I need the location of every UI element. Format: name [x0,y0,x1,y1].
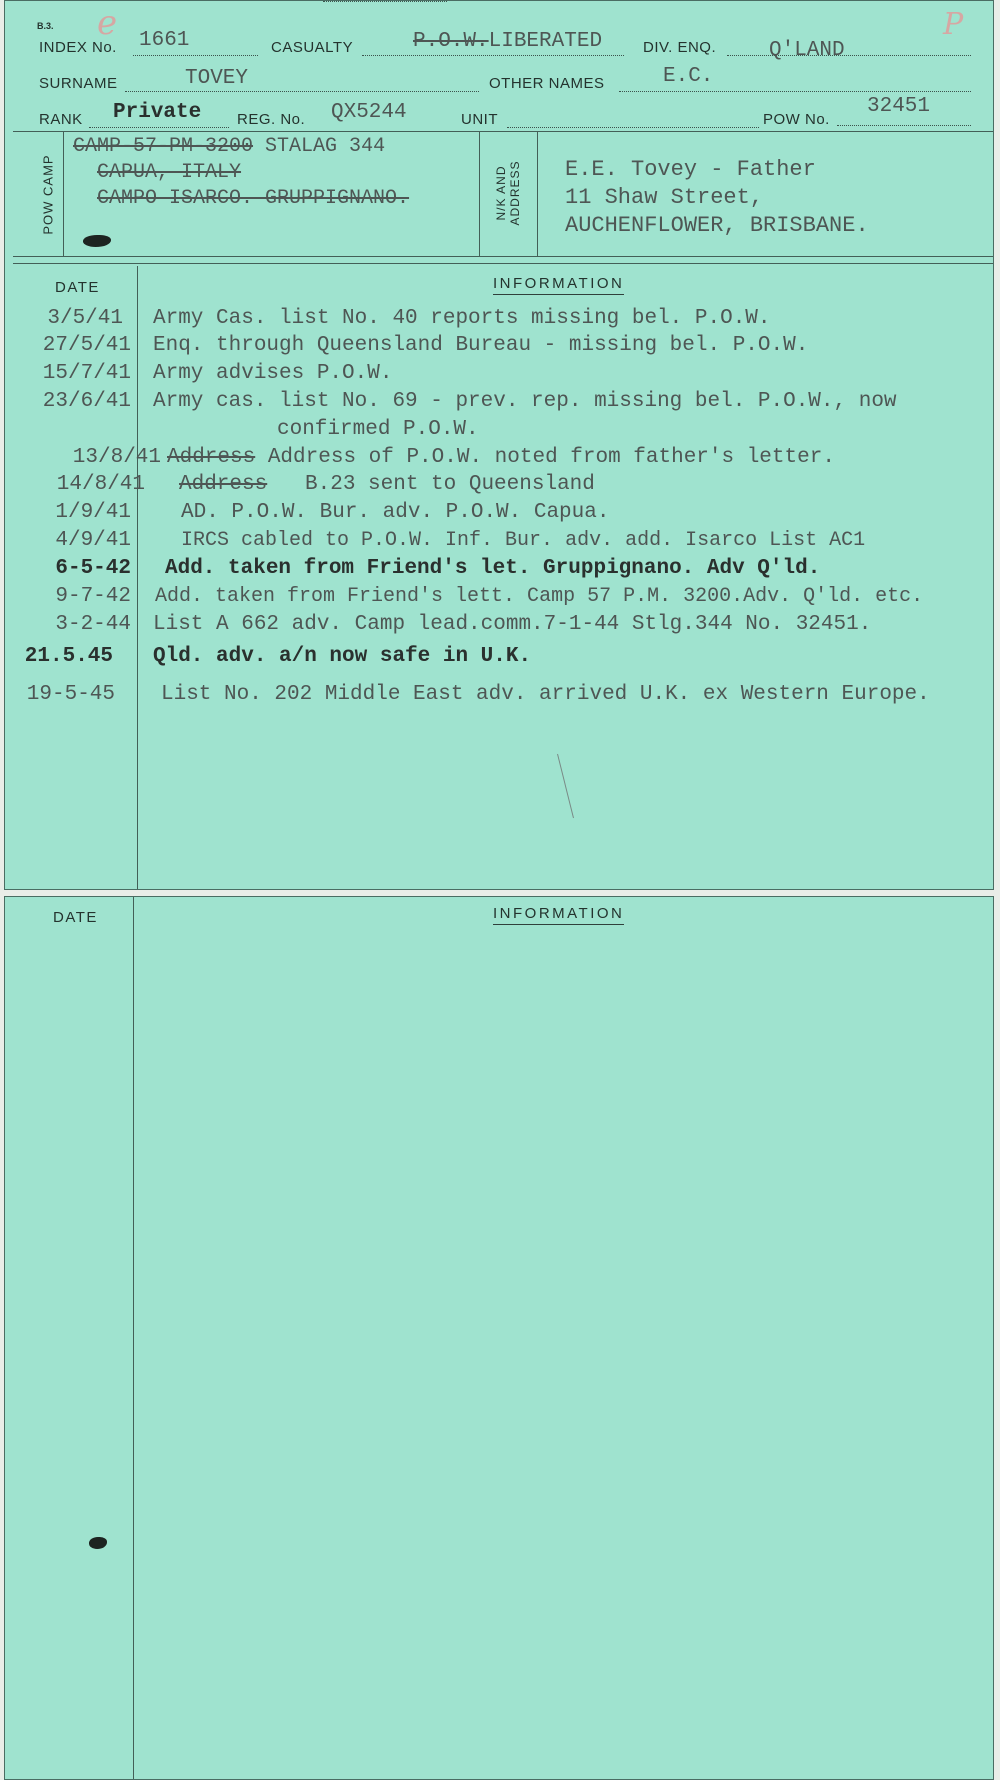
entry-text-content: Address of P.O.W. noted from father's letter. [267,446,835,469]
back-ink-blot [89,1537,107,1549]
entry-text: Army cas. list No. 69 - prev. rep. missing bel. P.O.W., now [153,390,897,413]
index-label: INDEX No. [39,39,117,56]
pow-no-value: 32451 [867,95,931,118]
entry-date: 14/8/41 [56,473,145,496]
casualty-label: CASUALTY [271,39,354,56]
date-column-header: DATE [55,279,100,296]
entry-text-continuation: confirmed P.O.W. [277,418,479,441]
nk-address-line-2: 11 Shaw Street, [565,185,764,210]
entry-text: Qld. adv. a/n now safe in U.K. [153,645,532,668]
entry-date: 6-5-42 [55,557,131,580]
entry-date: 1/9/41 [55,501,131,524]
back-date-column-header: DATE [53,909,98,926]
entry-date: 21.5.45 [24,645,113,668]
nk-address-label-line-1: N/K AND [494,165,508,221]
casualty-current-text: LIBERATED [488,30,603,53]
entry-date: 19-5-45 [26,683,115,706]
pow-camp-line-1-struck: CAMP-57-PM-3200 [73,135,254,158]
div-enq-label: DIV. ENQ. [643,39,717,56]
record-card-front [4,0,994,890]
record-card-back [4,896,994,1780]
ink-blot [83,235,111,247]
entry-text: IRCS cabled to P.O.W. Inf. Bur. adv. add. Isarco List AC1 [181,529,866,552]
entry-text: AD. P.O.W. Bur. adv. P.O.W. Capua. [181,501,610,524]
rank-label: RANK [39,111,83,128]
pow-camp-label: POW CAMP [40,154,56,235]
entry-text: Add. taken from Friend's lett. Camp 57 P.M. 3200.Adv. Q'ld. etc. [155,585,924,608]
entry-text: List No. 202 Middle East adv. arrived U.K. ex Western Europe. [161,683,930,706]
pow-camp-line-1 [73,135,385,158]
entry-text: List A 662 adv. Camp lead.comm.7-1-44 Stlg.344 No. 32451. [153,613,872,636]
information-column-header: INFORMATION [493,275,624,295]
handwritten-right-mark: P [943,7,964,42]
entry-struck-word: Address [179,473,268,496]
pow-no-label: POW No. [763,111,830,128]
nk-address-line-3: AUCHENFLOWER, BRISBANE. [565,213,869,238]
other-names-value: E.C. [663,65,714,88]
rank-value: Private [113,101,202,124]
entry-text [167,446,835,469]
surname-value: TOVEY [185,67,249,90]
surname-label: SURNAME [39,75,118,92]
pow-camp-line-1-new: STALAG 344 [265,135,386,158]
nk-address-label-line-2: ADDRESS [508,160,522,226]
unit-label: UNIT [461,111,498,128]
entry-text: Army advises P.O.W. [153,362,393,385]
entry-date: 9-7-42 [55,585,131,608]
pencil-stroke-mark [557,754,574,818]
pow-camp-line-2: CAPUA, ITALY [97,161,242,184]
pow-camp-line-3: CAMPO ISARCO. GRUPPIGNANO. [97,187,410,210]
entry-date: 3-2-44 [55,613,131,636]
div-enq-value: Q'LAND [769,39,845,62]
casualty-struck-text: P.O.W. [413,30,489,53]
entry-struck-word: Address [167,446,256,469]
other-names-label: OTHER NAMES [489,75,605,92]
entry-text: Add. taken from Friend's let. Gruppignano. Adv Q'ld. [165,557,821,580]
form-code: B.3. [37,21,54,31]
reg-no-value: QX5244 [331,101,407,124]
entry-text: Army Cas. list No. 40 reports missing bel. P.O.W. [153,307,771,330]
entry-text-content: B.23 sent to Queensland [305,473,595,496]
entry-text [179,473,595,496]
entry-date: 4/9/41 [55,529,131,552]
back-information-column-header: INFORMATION [493,905,624,925]
entry-date: 15/7/41 [42,362,131,385]
casualty-value [413,30,602,53]
entry-date: 23/6/41 [42,390,131,413]
entry-date: 13/8/41 [72,446,161,469]
handwritten-corner-letter: e [97,3,118,43]
entry-date: 3/5/41 [47,307,123,330]
index-value: 1661 [139,29,190,52]
entry-date: 27/5/41 [42,334,131,357]
entry-text: Enq. through Queensland Bureau - missing bel. P.O.W. [153,334,809,357]
nk-address-label [494,133,522,253]
reg-no-label: REG. No. [237,111,306,128]
nk-address-line-1: E.E. Tovey - Father [565,157,816,182]
